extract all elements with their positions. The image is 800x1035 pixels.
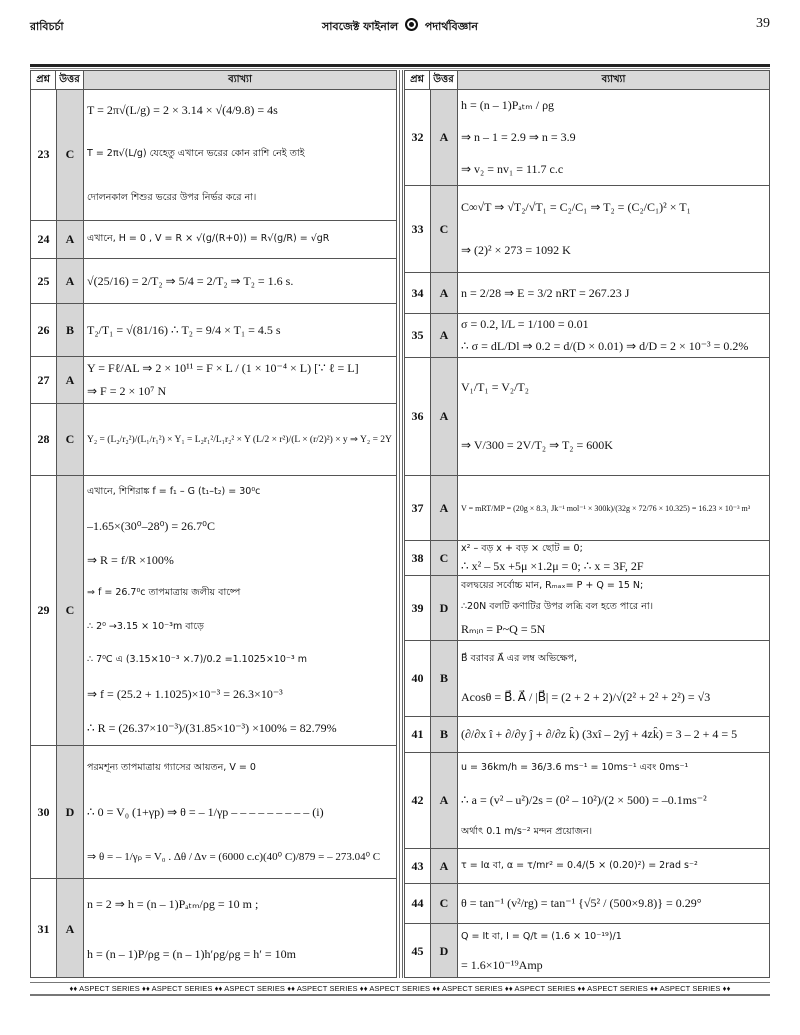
answer-letter: C [65,603,75,617]
answer-table-left [30,70,397,978]
explanation [461,924,765,979]
explanation-line: ∴ R = (26.37×10⁻³)/(31.85×10⁻³) ×100% = 82.79% [87,720,337,735]
table-row [405,924,769,979]
answer-letter: B [439,727,448,741]
header-title [30,18,770,37]
table-row [31,221,396,259]
page-header [30,14,770,36]
explanation-line: Y = Fℓ/AL ⇒ 2 × 10¹¹ = F × L / (1 × 10⁻⁴ × L) [∵ ℓ = L] [87,361,359,375]
question-number: 28 [37,432,50,446]
explanation-line: ∴ 2⁰ →3.15 × 10⁻³m বাড়ে [87,620,204,632]
explanation [461,849,765,883]
header-rule-thin [30,68,770,69]
explanation [87,304,392,356]
table-row [405,273,769,314]
explanation-line: Q = It বা, I = Q/t = (1.6 × 10⁻¹⁹)/1 [461,931,622,943]
column-header-question: প্রশ্ন [405,71,430,89]
question-number: 23 [37,147,50,161]
answer-letter: B [65,322,74,337]
question-number: 25 [37,273,50,288]
question-number: 37 [411,500,424,515]
page-number: 39 [756,16,770,31]
answer-letter: C [65,432,75,446]
explanation [461,753,765,848]
question-number: 35 [411,328,424,342]
column-divider [399,70,400,978]
question-number: 44 [411,896,424,910]
explanation-line: V = mRT/MP = (20g × 8.3₁ Jk⁻¹ mol⁻¹ × 300k)/(32g × 72/76 × 10.325) = 16.23 × 10⁻³ m³ [461,503,751,513]
question-number: 31 [37,921,50,936]
table-row [405,884,769,924]
explanation-line: = 1.6×10⁻¹⁹Amp [461,957,543,972]
column-divider [402,70,403,978]
explanation-line: Y₂ = (L₂/r₂²)/(L₁/r₁²) × Y₁ = L₂r₁²/L₁r₂² × Y (L/2 × r²)/(L × (r/2)²) × y ⇒ Y₂ = 2Y [87,435,392,445]
question-number: 32 [411,129,424,144]
table-row [31,357,396,404]
explanation-line: এখানে, শিশিরাঙ্ক f = f₁ – G (t₁–t₂) = 30⁰c [87,486,261,498]
answer-letter: D [439,944,449,958]
answer-letter: A [65,372,75,387]
explanation-line: h = (n – 1)P/ρg = (n – 1)h′ρg/ρg = h′ = 10m [87,946,296,961]
bullet-icon [405,18,418,31]
explanation-line: পরমশূন্য তাপমাত্রায় গ্যাসের আয়তন, V = 0 [87,761,256,773]
explanation-line: Acosθ = B⃗. A⃗ / |B⃗| = (2 + 2 + 2)/√(2² + 2² + 2²) = √3 [461,689,711,704]
table-row [405,89,769,186]
answer-letter: C [65,147,75,161]
table-row [405,476,769,541]
question-number: 42 [411,793,424,807]
question-number: 39 [411,600,424,615]
table-row [405,717,769,753]
explanation [87,476,392,745]
explanation-line: ⇒ F = 2 × 10⁷ N [87,384,167,398]
explanation-line: Rₘᵢₙ = P~Q = 5N [461,621,546,636]
subject-final-label: সাবজেক্ট ফাইনাল [321,20,399,33]
explanation-line: ∴ a = (v² – u²)/2s = (0² – 10²)/(2 × 500) = –0.1ms⁻² [461,792,707,807]
explanation-line: ∴ σ = dL/Dl ⇒ 0.2 = d/(D × 0.01) ⇒ d/D = 2 × 10⁻³ = 0.2% [461,338,749,353]
explanation-line: x² – বড় x + বড় × ছোট = 0; [461,543,583,554]
table-row [31,746,396,879]
explanation [461,576,765,640]
question-number: 24 [37,232,50,246]
explanation-line: T₂/T₁ = √(81/16) ∴ T₂ = 9/4 × T₁ = 4.5 s [87,322,281,337]
footer-series-band: ♦♦ ASPECT SERIES ♦♦ ASPECT SERIES ♦♦ ASPECT SERIES ♦♦ ASPECT SERIES ♦♦ ASPECT SERIES ♦♦ ASPECT SERIES ♦♦ ASPECT SERIES ♦♦ ASPECT SERIES ♦♦ ASPECT SERIES ♦♦ [30,982,770,996]
question-number: 30 [37,804,50,819]
header-rule [30,64,770,67]
explanation-line: ∴ 0 = V₀ (1+γp) ⇒ θ = – 1/γp – – – – – – – – – (i) [87,805,324,820]
explanation [87,357,392,403]
question-number: 36 [411,409,424,423]
table-row [405,186,769,273]
explanation [87,879,392,979]
table-row [31,259,396,304]
answer-letter: A [439,793,449,807]
explanation-line: √(25/16) = 2/T₂ ⇒ 5/4 = 2/T₂ ⇒ T₂ = 1.6 s. [87,273,294,288]
answer-letter: D [65,804,75,819]
explanation-line: ⇒ n – 1 = 2.9 ⇒ n = 3.9 [461,129,576,144]
answer-letter: A [65,232,75,246]
book-name: রাবিচর্চা [30,20,64,33]
table-row [405,753,769,849]
explanation-line: B⃗ বরাবর A⃗ এর লম্ব অভিক্ষেপ, [461,653,578,665]
explanation-line: u = 36km/h = 36/3.6 ms⁻¹ = 10ms⁻¹ এবং 0ms⁻¹ [461,762,689,774]
column-header-explanation: ব্যাখ্যা [458,71,769,89]
question-number: 26 [37,322,50,337]
question-number: 38 [411,550,424,565]
explanation-line: বলদ্বয়ের সর্বোচ্চ মান, Rₘₐₓ= P + Q = 15 N; [461,580,644,592]
table-row [31,404,396,476]
explanation [461,717,765,752]
question-number: 45 [411,944,424,958]
column-header-explanation: ব্যাখ্যা [84,71,396,89]
answer-letter: A [439,500,449,515]
table-row [31,879,396,979]
column-header-answer: উত্তর [430,71,458,89]
explanation-line: h = (n – 1)Pₐₜₘ / ρg [461,97,555,112]
table-row [31,476,396,746]
explanation-line: ∴ x² – 5x +5μ ×1.2μ = 0; ∴ x = 3F, 2F [461,559,644,573]
explanation-line: ⇒ (2)² × 273 = 1092 K [461,243,571,257]
explanation-line: এখানে, H = 0 , V = R × √(g/(R+0)) = R√(g/R) = √gR [87,233,330,244]
explanation [461,273,765,313]
explanation-line: τ = Iα বা, α = τ/mr² = 0.4/(5 × (0.20)²) = 2rad s⁻² [461,859,698,871]
column-header-answer: উত্তর [56,71,84,89]
question-number: 34 [411,285,424,300]
answer-letter: B [439,671,448,685]
table-row [31,89,396,221]
question-number: 27 [37,372,50,387]
column-header-question: প্রশ্ন [31,71,56,89]
explanation-line: T = 2π√(L/g) যেহেতু এখানে ভরের কোন রাশি নেই তাই [87,147,305,159]
explanation-line: n = 2/28 ⇒ E = 3/2 nRT = 267.23 J [461,285,630,300]
table-row [405,849,769,884]
explanation-line: ∴20N বলটি কণাটির উপর লব্ধি বল হতে পারে না। [461,601,653,613]
explanation-line: –1.65×(30⁰–28⁰) = 26.7⁰C [87,518,215,533]
explanation [461,476,765,540]
explanation [87,746,392,878]
table-row [405,541,769,576]
question-number: 43 [411,858,424,873]
explanation-line: ⇒ V/300 = 2V/T₂ ⇒ T₂ = 600K [461,438,613,453]
table-row [405,358,769,476]
explanation-line: θ = tan⁻¹ (v²/rg) = tan⁻¹ {√5² / (500×9.8)} = 0.29° [461,896,702,910]
explanation [461,641,765,716]
explanation-line: C∞√T ⇒ √T₂/√T₁ = C₂/C₁ ⇒ T₂ = (C₂/C₁)² × T₁ [461,200,691,214]
explanation-line: σ = 0.2, l/L = 1/100 = 0.01 [461,317,589,332]
explanation [87,404,392,475]
answer-letter: A [65,273,75,288]
table-row [405,314,769,358]
table-row [405,576,769,641]
table-header [405,71,769,90]
question-number: 29 [37,603,50,617]
explanation [87,89,392,220]
explanation [87,221,392,258]
answer-table-right [404,70,770,978]
explanation [461,314,765,357]
explanation-line: n = 2 ⇒ h = (n – 1)Pₐₜₘ/ρg = 10 m ; [87,896,259,911]
explanation-line: ⇒ f = 26.7⁰c তাপমাত্রায় জলীয় বাষ্পে [87,587,241,599]
table-header [31,71,396,90]
explanation [461,541,765,575]
explanation [461,186,765,272]
explanation-line: ⇒ R = f/R ×100% [87,552,174,567]
explanation-line: T = 2π√(L/g) = 2 × 3.14 × √(4/9.8) = 4s [87,103,278,118]
explanation [461,89,765,185]
subject-label: পদার্থবিজ্ঞান [424,20,479,33]
explanation-line: V₁/T₁ = V₂/T₂ [461,379,529,394]
answer-letter: A [439,409,449,423]
explanation [461,884,765,923]
answer-letter: A [439,285,449,300]
question-number: 40 [411,671,424,685]
explanation [87,259,392,303]
explanation-line: অর্থাৎ 0.1 m/s⁻² মন্দন প্রয়োজন। [461,825,593,837]
answer-letter: A [65,921,75,936]
answer-letter: A [439,858,449,873]
explanation-line: ⇒ f = (25.2 + 1.1025)×10⁻³ = 26.3×10⁻³ [87,687,283,702]
question-number: 33 [411,221,424,236]
table-row [31,304,396,357]
explanation [461,358,765,475]
question-number: 41 [411,727,424,741]
answer-letter: A [439,129,449,144]
explanation-line: দোলনকাল শিশুর ভরের উপর নির্ভর করে না। [87,191,257,203]
explanation-line: ⇒ v₂ = nv₁ = 11.7 c.c [461,161,564,176]
explanation-line: ∴ 7⁰C এ (3.15×10⁻³ ×.7)/0.2 =1.1025×10⁻³ m [87,654,307,666]
table-row [405,641,769,717]
explanation-line: (∂/∂x î + ∂/∂y ĵ + ∂/∂z k̂) (3xî – 2yĵ + 4zk̂) = 3 – 2 + 4 = 5 [461,727,738,741]
answer-letter: C [439,550,449,565]
answer-letter: D [439,600,449,615]
answer-letter: C [439,896,449,910]
answer-letter: C [439,221,449,236]
answer-letter: A [439,328,449,342]
explanation-line: ⇒ θ = – 1/γₚ = V₀ . Δθ / Δv = (6000 c.c)(40⁰ C)/879 = – 273.04⁰ C [87,851,381,864]
